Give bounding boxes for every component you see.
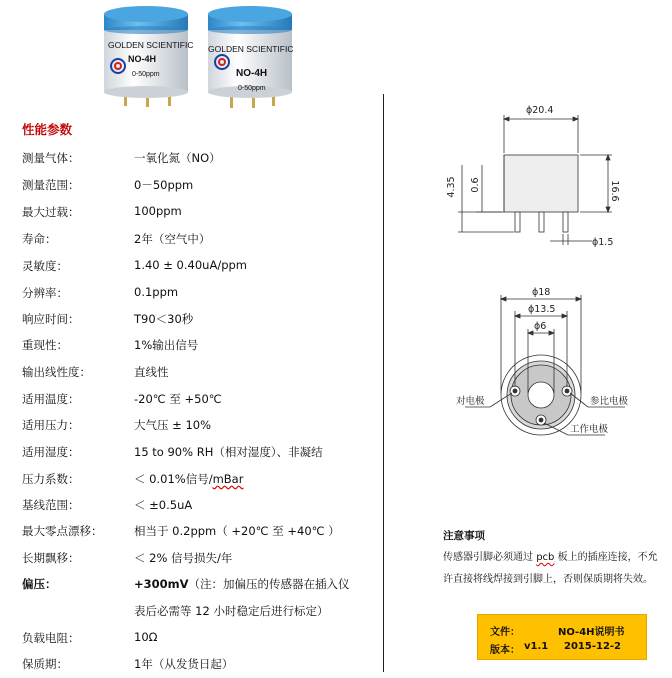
notes-text: 板上的插座连接，不允 (554, 552, 658, 563)
spec-label: 负载电阻： (22, 631, 80, 645)
sensor-1-model: NO-4H (128, 54, 157, 64)
technical-drawing (420, 95, 670, 440)
spec-value: 0－50ppm (134, 178, 194, 192)
document-info-box (477, 614, 647, 660)
spec-value: 1年（从发货日起） (134, 657, 234, 671)
spec-label: 重现性： (22, 338, 68, 352)
version-value: v1.1 (524, 641, 549, 652)
spec-label: 偏压： (22, 577, 57, 591)
spec-label: 压力系数： (22, 472, 80, 486)
spec-label: 寿命： (22, 232, 57, 246)
spec-value: 直线性 (134, 365, 169, 379)
spec-value: T90＜30秒 (134, 312, 194, 326)
spec-label: 基线范围： (22, 498, 80, 512)
notes-pcb: pcb (536, 552, 555, 563)
sensor-2 (208, 6, 293, 108)
sensor-2-brand: GOLDEN SCIENTIFIC (208, 44, 294, 54)
spec-value: ＜ ±0.5uA (134, 498, 193, 512)
spec-value: 0.1ppm (134, 285, 179, 299)
label-counter-electrode: 对电极 (456, 396, 485, 407)
product-photo (96, 0, 296, 110)
dim-pin-diameter: ϕ1.5 (592, 237, 614, 248)
spec-label: 灵敏度： (22, 259, 68, 273)
notes-title: 注意事项 (443, 530, 485, 542)
sensor-1 (104, 6, 193, 107)
spec-label: 分辨率： (22, 286, 68, 300)
spec-label: 长期飘移： (22, 551, 80, 565)
dim-top-diameter: ϕ20.4 (526, 105, 554, 116)
spec-label: 适用湿度： (22, 445, 80, 459)
spec-label: 输出线性度： (22, 365, 91, 379)
specs-title: 性能参数 (22, 122, 73, 137)
spec-value: 1.40 ± 0.40uA/ppm (134, 258, 247, 272)
spec-value (134, 576, 350, 592)
dim-height-total: 16.6 (609, 180, 620, 202)
notes-text: 传感器引脚必须通过 (443, 552, 537, 563)
dim-pin-circle: ϕ13.5 (528, 304, 556, 315)
sensor-2-model: NO-4H (236, 68, 268, 79)
spec-label: 最大过载： (22, 205, 80, 219)
spec-value: 1%输出信号 (134, 338, 199, 352)
notes-line-2: 许直接将线焊接到引脚上，否则保质期将失效。 (443, 574, 653, 585)
spec-value: 表后必需等 12 小时稳定后进行标定） (134, 604, 329, 618)
spec-value-text: ＜ 0.01%信号/ (134, 472, 213, 486)
version-label: 版本： (490, 645, 520, 656)
spec-label: 测量范围： (22, 178, 80, 192)
sensor-2-range: 0-50ppm (238, 85, 266, 92)
spec-value: ＜ 2% 信号损失/年 (134, 551, 233, 565)
spec-value: 10Ω (134, 630, 158, 644)
notes-line-1 (443, 548, 658, 563)
spec-value: 一氧化氮（NO） (134, 151, 221, 165)
bias-note: （注：加偏压的传感器在插入仪 (188, 577, 350, 591)
dim-outer-diameter: ϕ18 (532, 287, 551, 298)
bias-value: +300mV (134, 577, 189, 591)
spec-label: 响应时间： (22, 312, 80, 326)
spec-value: 相当于 0.2ppm（ +20℃ 至 +40℃ ） (134, 524, 340, 538)
spec-value: 2年（空气中） (134, 232, 211, 246)
sensor-1-brand: GOLDEN SCIENTIFIC (108, 40, 194, 50)
column-divider (383, 94, 384, 672)
dim-pin-length: 4.35 (446, 176, 457, 198)
spec-label: 适用温度： (22, 392, 80, 406)
file-value: NO-4H说明书 (558, 627, 625, 638)
spec-label: 最大零点漂移： (22, 524, 103, 538)
sensor-1-range: 0-50ppm (132, 71, 160, 78)
dim-pin-offset: 0.6 (470, 177, 481, 193)
spec-value: -20℃ 至 +50℃ (134, 392, 222, 406)
spec-value: 100ppm (134, 204, 182, 218)
file-label: 文件： (490, 627, 520, 638)
spec-label: 保质期： (22, 657, 68, 671)
label-working-electrode: 工作电极 (570, 424, 609, 435)
spec-value (134, 471, 243, 487)
dim-hole-diameter: ϕ6 (534, 321, 547, 332)
label-reference-electrode: 参比电极 (590, 396, 629, 407)
spec-value: 15 to 90% RH（相对湿度）、非凝结 (134, 445, 323, 459)
spec-label: 适用压力： (22, 418, 80, 432)
spec-value-unit: mBar (212, 472, 244, 486)
doc-date: 2015-12-2 (564, 641, 622, 652)
spec-value: 大气压 ± 10% (134, 418, 212, 432)
spec-label: 测量气体： (22, 151, 80, 165)
